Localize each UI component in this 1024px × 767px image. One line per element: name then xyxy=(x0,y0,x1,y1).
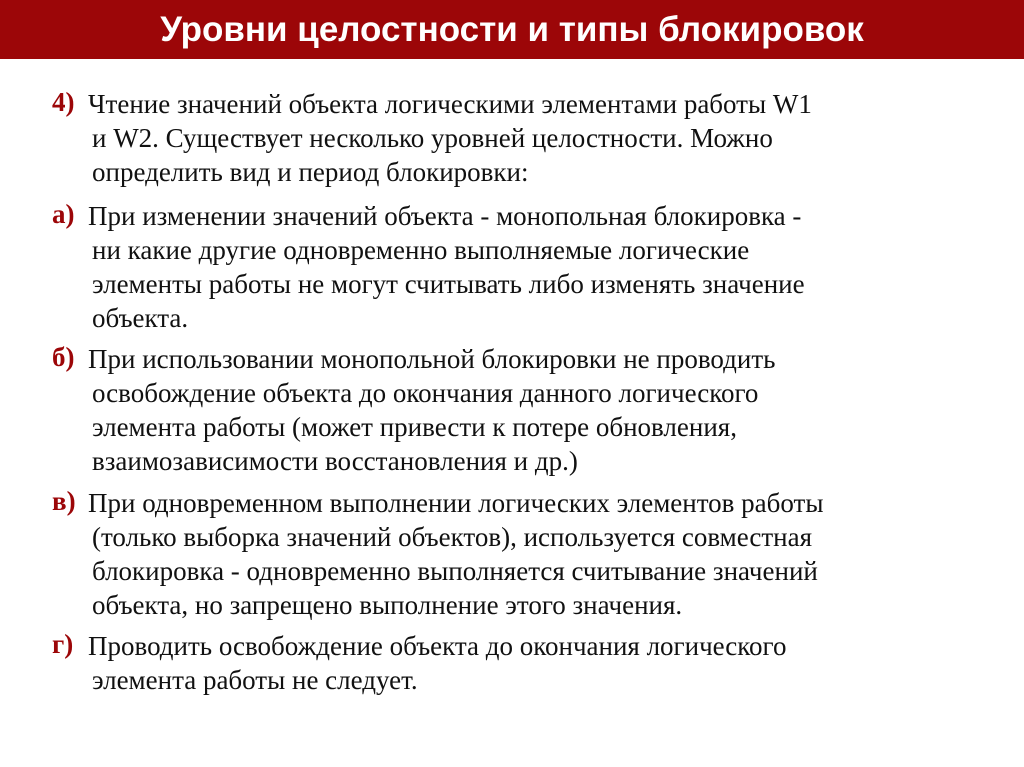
paragraph-4 xyxy=(52,87,992,189)
text-line: ни какие другие одновременно выполняемые логические xyxy=(92,235,750,265)
item-marker: 4) xyxy=(52,87,75,117)
item-marker: г) xyxy=(52,629,74,659)
text-line: элемента работы (может привести к потере обновления, xyxy=(92,412,737,442)
text-line: элемента работы не следует. xyxy=(92,665,418,695)
text-line: объекта, но запрещено выполнение этого значения. xyxy=(92,590,683,620)
text-line: и W2. Существует несколько уровней целостности. Можно xyxy=(92,123,773,153)
item-marker: а) xyxy=(52,199,75,229)
item-marker: б) xyxy=(52,342,75,372)
item-marker: в) xyxy=(52,486,76,516)
paragraph-b xyxy=(52,342,992,478)
text-line: При одновременном выполнении логических элементов работы xyxy=(88,488,824,518)
paragraph-g xyxy=(52,629,992,697)
text-line: Чтение значений объекта логическими элементами работы W1 xyxy=(88,89,812,119)
text-line: освобождение объекта до окончания данного логического xyxy=(92,378,759,408)
text-line: (только выборка значений объектов), используется совместная xyxy=(92,522,813,552)
slide-title: Уровни целостности и типы блокировок xyxy=(160,10,864,49)
text-line: При использовании монопольной блокировки не проводить xyxy=(88,344,776,374)
text-line: объекта. xyxy=(92,303,189,333)
paragraph-a xyxy=(52,199,992,335)
title-bar xyxy=(0,0,1024,59)
text-line: блокировка - одновременно выполняется считывание значений xyxy=(92,556,818,586)
paragraph-v xyxy=(52,486,992,622)
text-line: Проводить освобождение объекта до окончания логического xyxy=(88,631,787,661)
text-line: взаимозависимости восстановления и др.) xyxy=(92,446,578,476)
text-line: элементы работы не могут считывать либо изменять значение xyxy=(92,269,805,299)
text-line: определить вид и период блокировки: xyxy=(92,157,529,187)
text-line: При изменении значений объекта - монопольная блокировка - xyxy=(88,201,802,231)
